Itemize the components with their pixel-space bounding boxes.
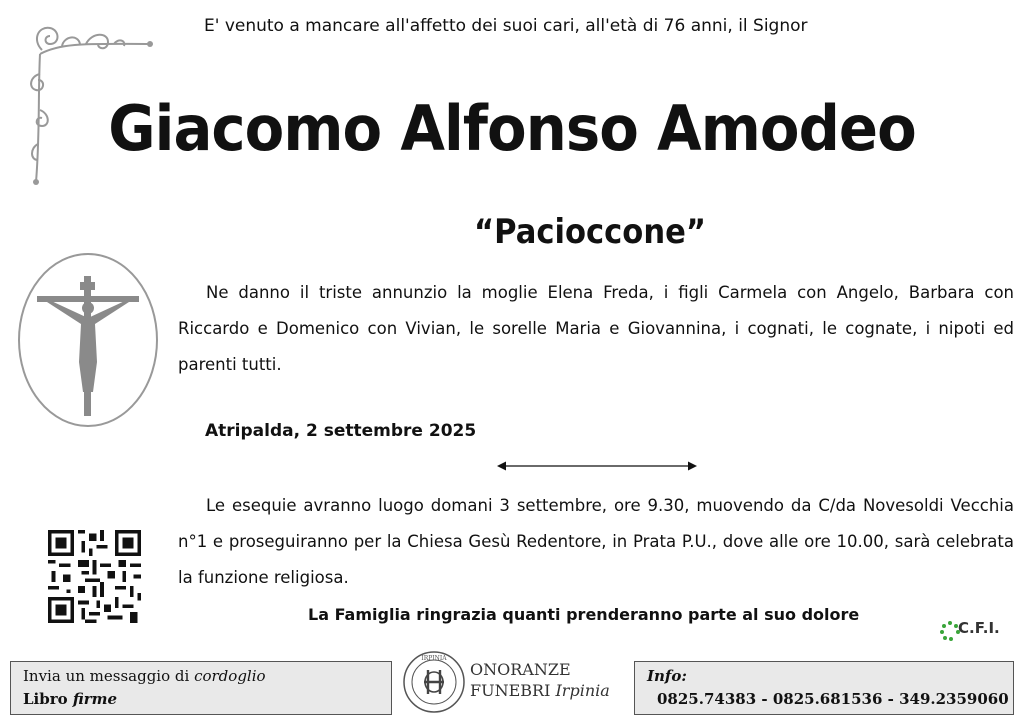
funeral-home-emblem-label	[402, 650, 466, 664]
nickname: “Pacioccone”	[474, 212, 706, 252]
guestbook-link[interactable]: Libro firme	[23, 690, 118, 708]
intro-text: E' venuto a mancare all'affetto dei suoi cari, all'età di 76 anni, il Signor	[204, 16, 808, 36]
condolence-box[interactable]	[10, 661, 392, 715]
crucifix-icon	[17, 252, 159, 428]
cfi-logo-icon	[940, 621, 960, 641]
qr-code-icon	[48, 530, 141, 623]
phone-numbers[interactable]: 0825.74383 - 0825.681536 - 349.2359060	[657, 690, 1009, 708]
svg-text:IRPINIA: IRPINIA	[421, 655, 447, 662]
cfi-logo-text: C.F.I.	[958, 619, 1000, 637]
send-condolence-link[interactable]: Invia un messaggio di cordoglio	[23, 667, 266, 685]
announcement-paragraph: Ne danno il triste annunzio la moglie Elena Freda, i figli Carmela con Angelo, Barbara con Riccardo e Domenico con Vivian, le sorelle Maria e Giovannina, i cognati, le cognate, i nipoti ed parenti tutti.	[178, 283, 1014, 374]
family-thanks: La Famiglia ringrazia quanti prenderanno parte al suo dolore	[308, 605, 860, 624]
info-label: Info:	[647, 667, 687, 685]
place-date: Atripalda, 2 settembre 2025	[205, 421, 477, 441]
deceased-name: Giacomo Alfonso Amodeo	[108, 92, 916, 165]
info-box	[634, 661, 1014, 715]
funeral-home-name: ONORANZE FUNEBRI Irpinia	[470, 660, 610, 700]
funeral-paragraph: Le esequie avranno luogo domani 3 settembre, ore 9.30, muovendo da C/da Novesoldi Vecchia n°1 e proseguiranno per la Chiesa Gesù Redentore, in Prata P.U., dove alle ore 10.00, sarà celebrata la funzione religiosa.	[178, 496, 1014, 587]
double-arrow-icon	[496, 459, 698, 473]
